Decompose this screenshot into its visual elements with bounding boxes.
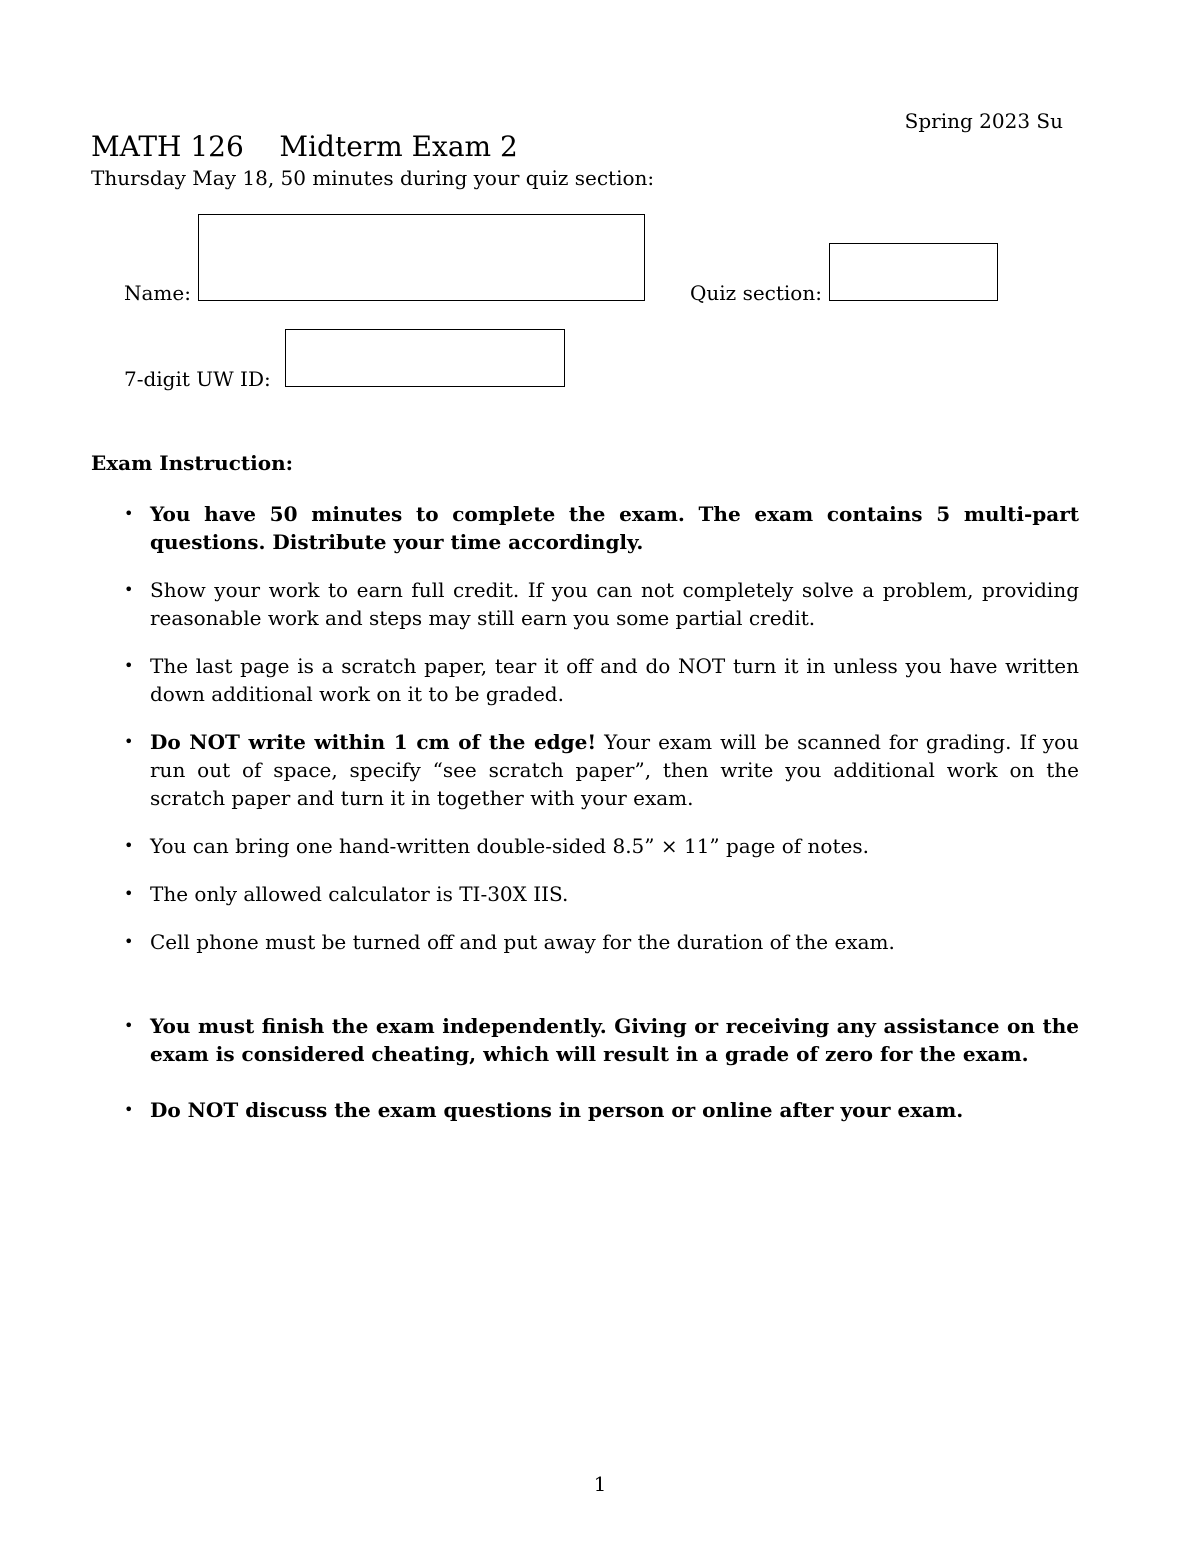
name-label: Name: [124,281,191,305]
bullet-icon: • [124,504,134,523]
instruction-scratch-paper: The last page is a scratch paper, tear it off and do NOT turn it in unless you have written down additional work on it to be graded. [150,654,1079,706]
list-item [124,880,1079,908]
name-field[interactable] [198,214,645,301]
list-item [124,832,1079,860]
uw-id-label: 7-digit UW ID: [124,367,271,391]
list-item [124,576,1079,632]
list-item [124,652,1079,708]
instruction-show-work: Show your work to earn full credit. If you can not completely solve a problem, providing reasonable work and steps may still earn you some partial credit. [150,578,1079,630]
exam-schedule: Thursday May 18, 50 minutes during your quiz section: [91,166,655,190]
bullet-icon: • [124,1016,134,1035]
page-number: 1 [593,1472,607,1496]
quiz-section-field[interactable] [829,243,998,301]
bullet-icon: • [124,656,134,675]
bullet-icon: • [124,580,134,599]
quiz-section-label: Quiz section: [690,281,822,305]
list-item [124,928,1079,956]
list-item [124,728,1079,812]
page-title: MATH 126 Midterm Exam 2 [91,130,518,163]
list-item [124,500,1079,556]
instruction-time: You have 50 minutes to complete the exam. The exam contains 5 multi-part questions. Distribute your time accordingly. [150,502,1079,554]
instruction-cell-phone: Cell phone must be turned off and put away for the duration of the exam. [150,930,895,954]
uw-id-field[interactable] [285,329,565,387]
instruction-edge-warning: Do NOT write within 1 cm of the edge! [150,730,597,754]
instruction-no-discussion: Do NOT discuss the exam questions in person or online after your exam. [150,1098,964,1122]
bullet-icon: • [124,836,134,855]
instruction-list [124,500,1079,1144]
instruction-independence: You must finish the exam independently. Giving or receiving any assistance on the exam is considered cheating, which will result in a grade of zero for the exam. [150,1014,1079,1066]
instruction-edge-detail: Your exam will be scanned for grading. If you run out of space, specify “see scratch paper”, then write you additional work on the scratch paper and turn it in together with your exam. [150,730,1079,810]
bullet-icon: • [124,932,134,951]
bullet-icon: • [124,1100,134,1119]
term-label: Spring 2023 Su [904,109,1063,133]
instruction-calculator: The only allowed calculator is TI-30X IIS. [150,882,569,906]
instruction-notes: You can bring one hand-written double-sided 8.5” × 11” page of notes. [150,834,869,858]
list-item [124,1096,1079,1124]
list-item [124,1012,1079,1068]
bullet-icon: • [124,884,134,903]
bullet-icon: • [124,732,134,751]
instructions-heading: Exam Instruction: [91,451,294,475]
